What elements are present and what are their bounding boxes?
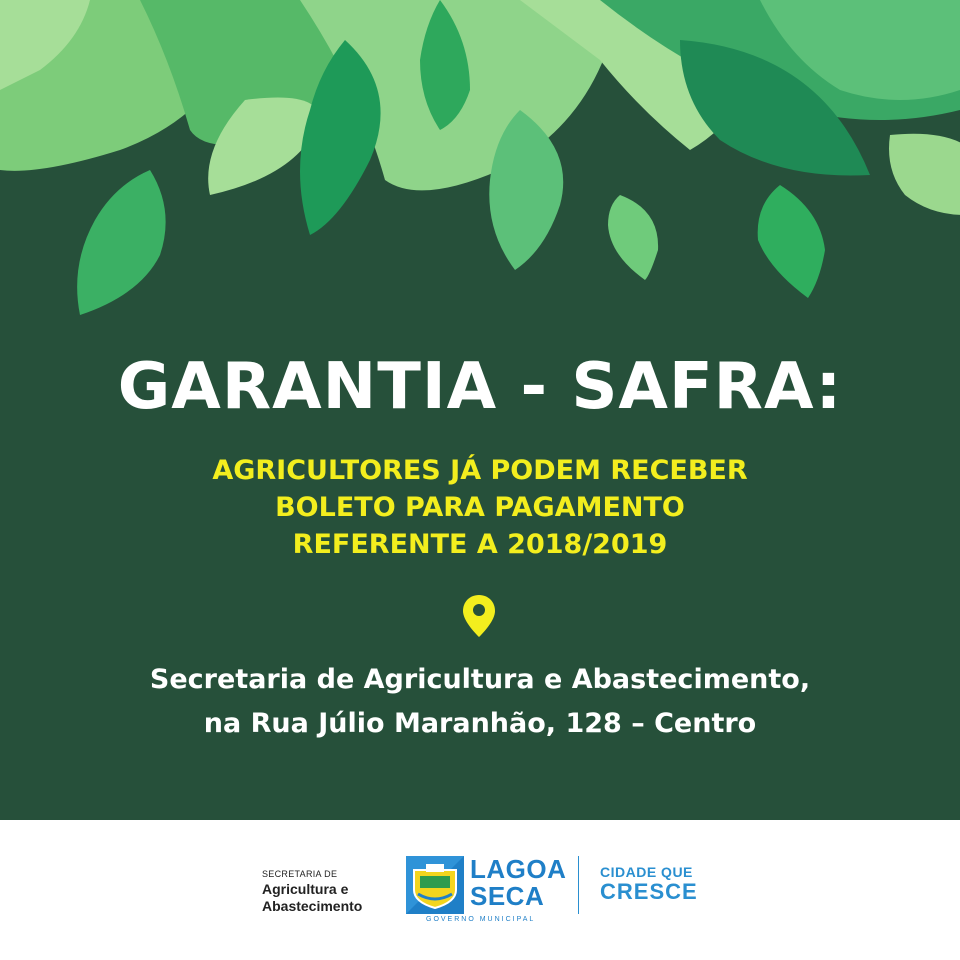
leaf (889, 134, 960, 215)
leaf (77, 170, 165, 315)
address-line: na Rua Júlio Maranhão, 128 – Centro (203, 708, 757, 739)
lagoa-seca-line1: LAGOA (470, 854, 567, 884)
lagoa-seca-line2: SECA (470, 881, 545, 911)
secretaria-logo (262, 869, 362, 915)
subheadline-line: BOLETO PARA PAGAMENTO (275, 492, 685, 523)
leaf-decoration (0, 0, 960, 330)
cidade-line2: CRESCE (600, 879, 698, 904)
secretaria-name-line2: Abastecimento (262, 898, 363, 914)
subheadline (0, 452, 960, 563)
address (0, 658, 960, 746)
address-line: Secretaria de Agricultura e Abastecimento, (149, 664, 811, 695)
secretaria-label: SECRETARIA DE (262, 869, 338, 879)
secretaria-name-line1: Agricultura e (262, 881, 349, 897)
headline: GARANTIA - SAFRA: (117, 350, 843, 424)
map-pin-icon (461, 594, 497, 638)
subheadline-line: REFERENTE A 2018/2019 (292, 529, 668, 560)
subheadline-line: AGRICULTORES JÁ PODEM RECEBER (212, 455, 748, 486)
footer-divider (578, 856, 579, 914)
footer (0, 820, 960, 960)
cidade-que-cresce-logo (600, 864, 698, 904)
leaf-cluster (0, 0, 960, 190)
lagoa-seca-subtitle: GOVERNO MUNICIPAL (426, 916, 536, 923)
leaf (608, 195, 658, 280)
leaf (758, 185, 825, 298)
lagoa-seca-wordmark (470, 856, 566, 910)
lagoa-seca-emblem-icon (406, 856, 464, 914)
cidade-line1: CIDADE QUE (600, 864, 693, 880)
